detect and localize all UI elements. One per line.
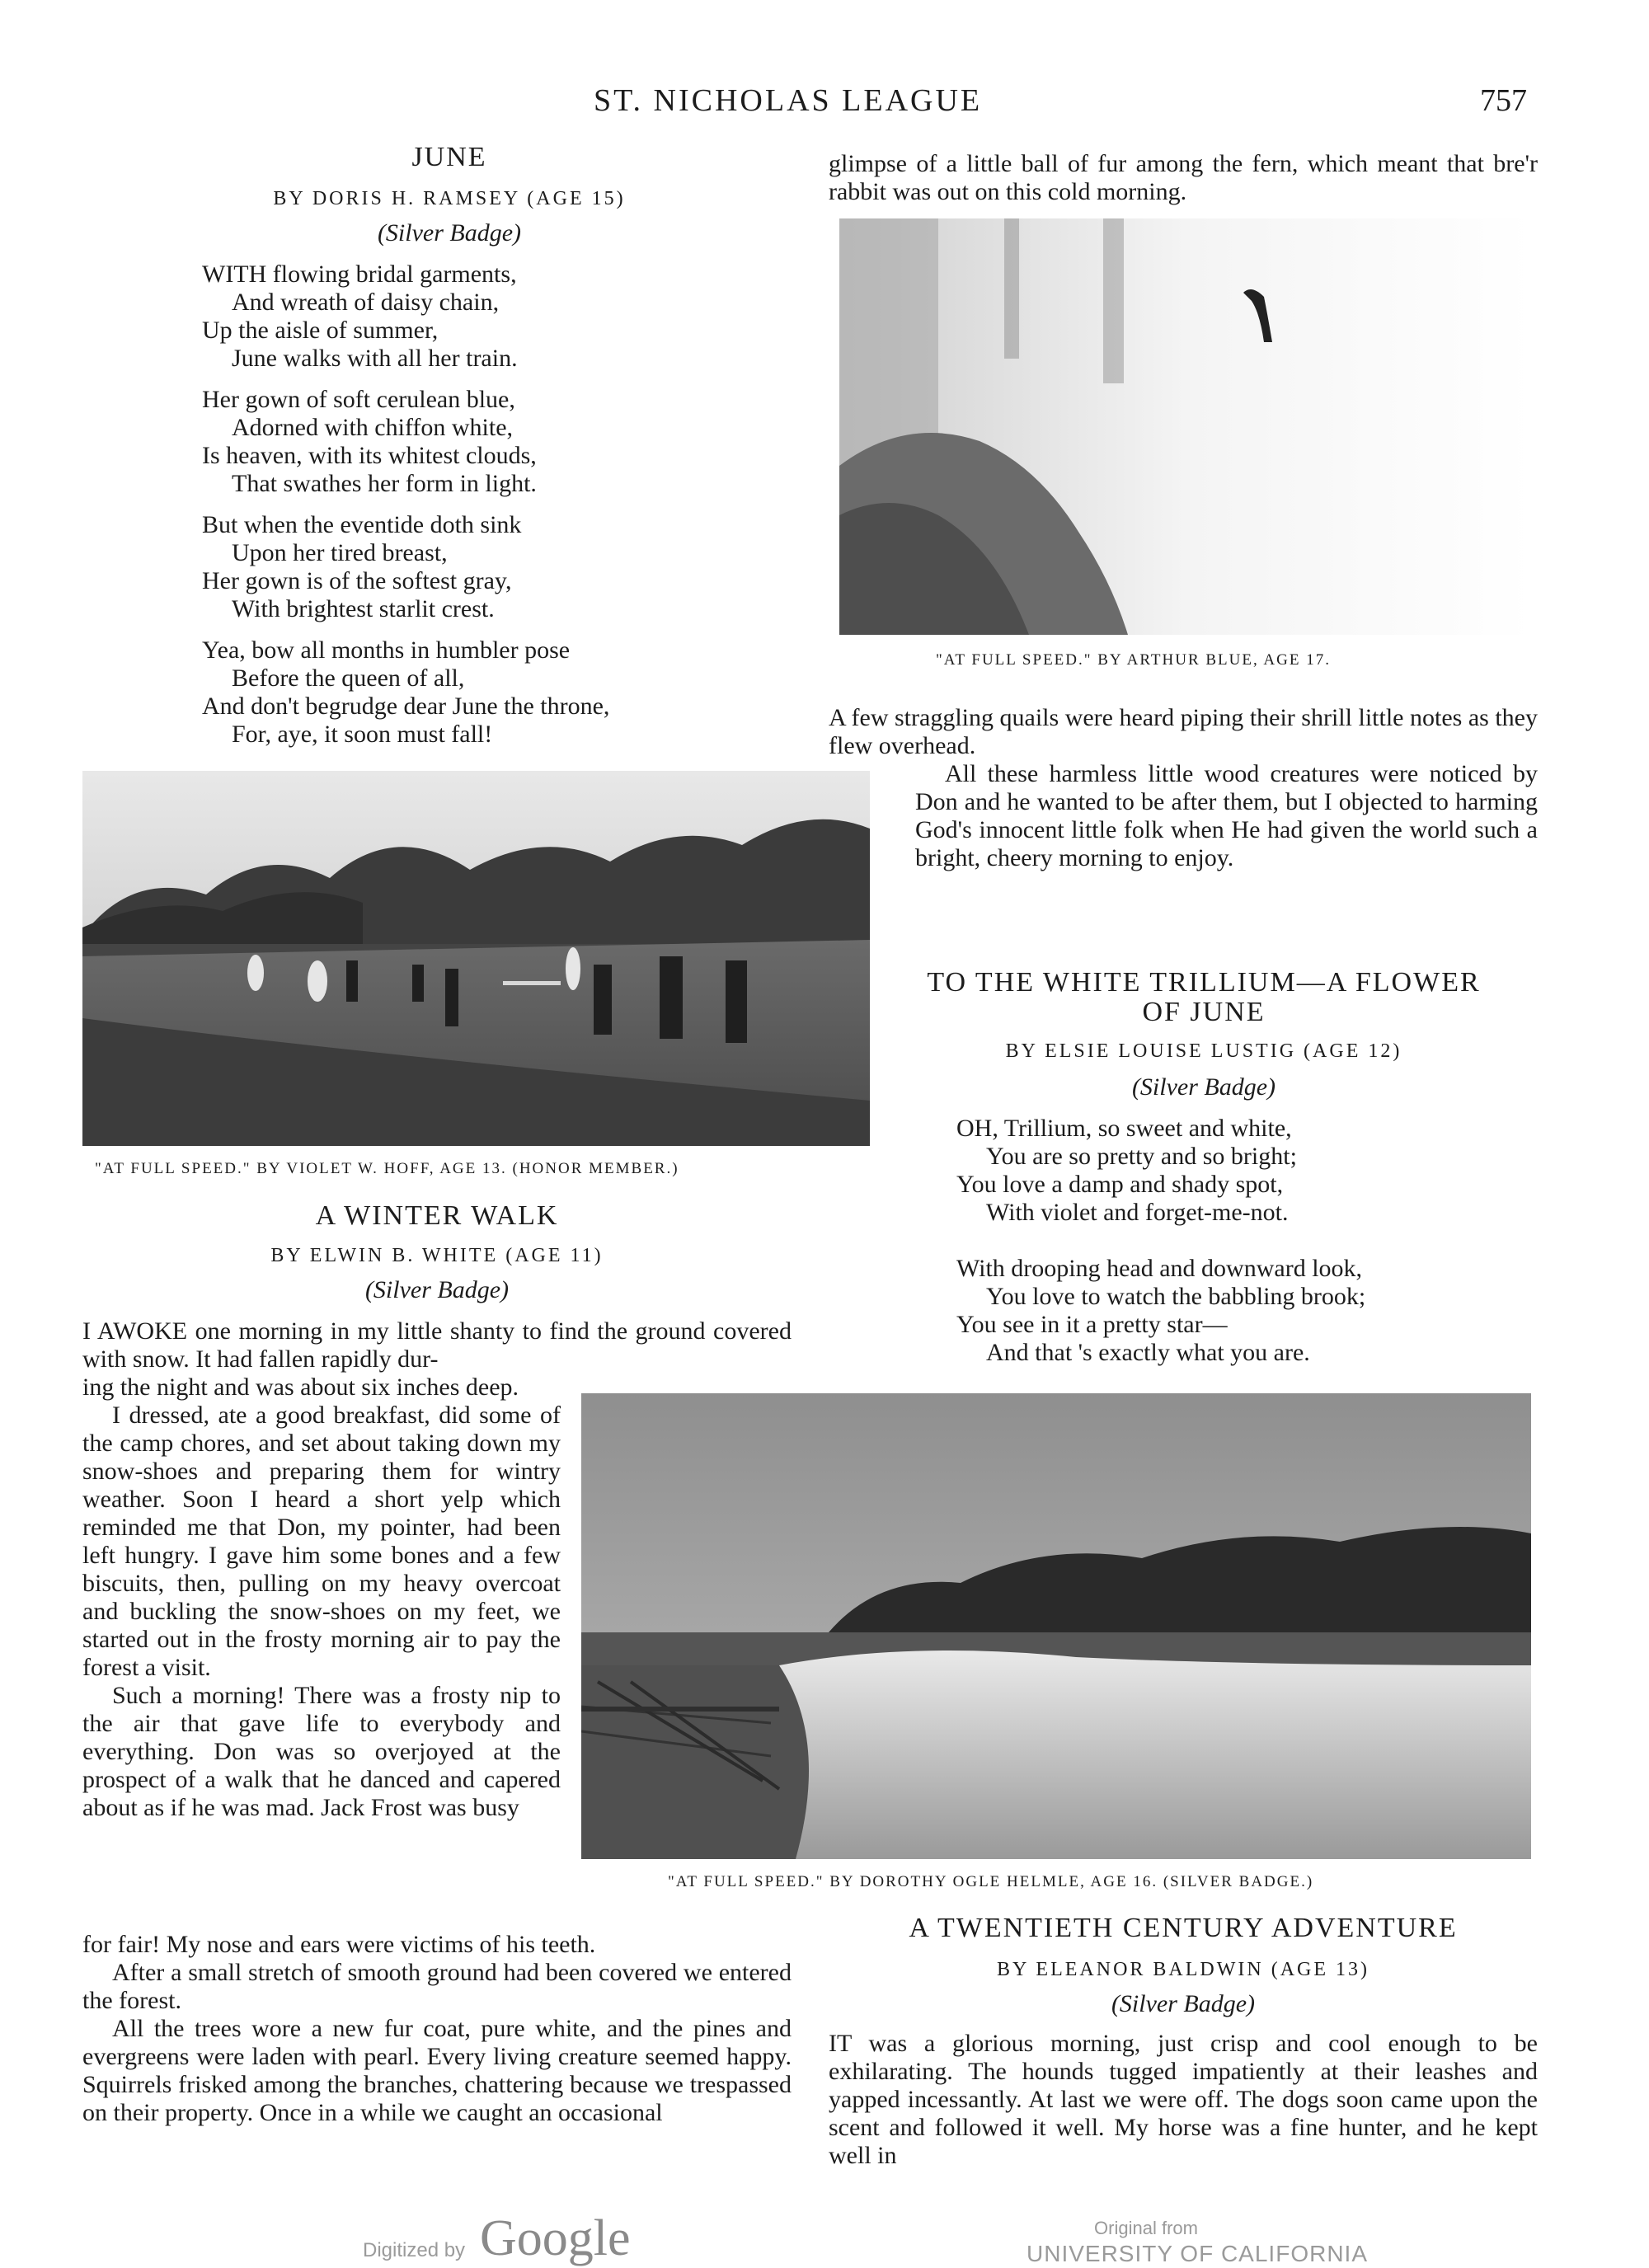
poem-line: Up the aisle of summer, bbox=[202, 317, 439, 344]
poem-line: You see in it a pretty star— bbox=[956, 1311, 1228, 1338]
trillium-byline: BY ELSIE LOUISE LUSTIG (AGE 12) bbox=[1005, 1040, 1402, 1062]
poem-line: And that 's exactly what you are. bbox=[986, 1339, 1310, 1366]
adventure-title: A TWENTIETH CENTURY ADVENTURE bbox=[909, 1913, 1458, 1943]
poem-line: But when the eventide doth sink bbox=[202, 511, 522, 538]
winter-walk-continuation-3 bbox=[915, 760, 1538, 872]
falls-bottom-photo bbox=[581, 1393, 1531, 1859]
running-header: ST. NICHOLAS LEAGUE bbox=[594, 83, 983, 118]
poem-line: For, aye, it soon must fall! bbox=[232, 721, 493, 748]
trillium-stanza-1 bbox=[956, 1115, 1534, 1227]
poem-line: Adorned with chiffon white, bbox=[232, 414, 514, 441]
poem-line: Her gown of soft cerulean blue, bbox=[202, 386, 515, 413]
paragraph: for fair! My nose and ears were victims of his teeth. bbox=[82, 1931, 596, 1958]
poem-line: And don't begrudge dear June the throne, bbox=[202, 693, 610, 720]
poem-line: WITH flowing bridal garments, bbox=[202, 261, 517, 288]
poem-line: With violet and forget-me-not. bbox=[986, 1199, 1289, 1226]
poem-line: That swathes her form in light. bbox=[232, 470, 537, 497]
poem-line: Before the queen of all, bbox=[232, 664, 465, 692]
poem-line: June walks with all her train. bbox=[232, 345, 518, 372]
poem-line: Yea, bow all months in humbler pose bbox=[202, 636, 571, 664]
adventure-badge: (Silver Badge) bbox=[1111, 1990, 1256, 2017]
adventure-byline: BY ELEANOR BALDWIN (AGE 13) bbox=[996, 1959, 1370, 1980]
poem-line: You are so pretty and so bright; bbox=[986, 1143, 1297, 1170]
poem-line: Her gown is of the softest gray, bbox=[202, 567, 512, 594]
poem-line: OH, Trillium, so sweet and white, bbox=[956, 1115, 1292, 1142]
poem-line: With drooping head and downward look, bbox=[956, 1255, 1363, 1282]
poem-line: Upon her tired breast, bbox=[232, 539, 448, 566]
june-stanza-3 bbox=[202, 511, 779, 623]
trillium-title-line-1: TO THE WHITE TRILLIUM—A FLOWER bbox=[927, 967, 1481, 998]
trillium-badge: (Silver Badge) bbox=[1131, 1073, 1276, 1101]
june-badge: (Silver Badge) bbox=[377, 219, 522, 247]
falls-top-photo bbox=[839, 218, 1532, 635]
paragraph: All the trees wore a new fur coat, pure white, and the pines and evergreens were laden with pearl. Every living creature seemed happy. Squirrels frisked among the branches, chattering because we trespassed on their property. Once in a while we caught an occasional bbox=[82, 2015, 792, 2126]
june-stanza-4 bbox=[202, 636, 779, 749]
paragraph: I dressed, ate a good breakfast, did some of the camp chores, and set about taking down my snow-shoes and preparing them for wintry weather. Soon I heard a short yelp which reminded me that Don, my pointer, had been left hungry. I gave him some bones and a few biscuits, then, pulling on my heavy overcoat and buckling the snow-shoes on my feet, we started out in the frosty morning air to pay the forest a visit. bbox=[82, 1402, 561, 1681]
runners-caption: "AT FULL SPEED." BY VIOLET W. HOFF, AGE 13. (HONOR MEMBER.) bbox=[95, 1160, 679, 1177]
winter-walk-lower-column bbox=[82, 1931, 792, 2127]
adventure-text: IT was a glorious morning, just crisp and cool enough to be exhilarating. The hounds tugged impatiently at their leashes and yapped incessantly. At last we were off. The dogs soon came upon the scent and followed it well. My horse was a fine hunter, and he kept well in bbox=[829, 2030, 1538, 2169]
trillium-poem bbox=[956, 1115, 1534, 1380]
original-from-label: Original from bbox=[1094, 2218, 1198, 2238]
winter-walk-byline: BY ELWIN B. WHITE (AGE 11) bbox=[270, 1245, 604, 1266]
poem-line: Is heaven, with its whitest clouds, bbox=[202, 442, 537, 469]
winter-walk-narrow-column bbox=[82, 1373, 561, 1822]
june-poem bbox=[202, 261, 779, 762]
runners-photo bbox=[82, 771, 870, 1146]
winter-walk-title: A WINTER WALK bbox=[315, 1200, 559, 1231]
june-stanza-2 bbox=[202, 386, 779, 498]
paragraph: All these harmless little wood creatures were noticed by Don and he wanted to be after them, but I objected to harming God's innocent little folk when He had given the world such a bright, cheery morning to enjoy. bbox=[915, 760, 1538, 871]
winter-walk-continuation: glimpse of a little ball of fur among the fern, which meant that bre'r rabbit was out on this cold morning. bbox=[829, 150, 1538, 205]
poem-line: And wreath of daisy chain, bbox=[232, 289, 500, 316]
winter-walk-badge: (Silver Badge) bbox=[364, 1276, 510, 1303]
poem-line: You love a damp and shady spot, bbox=[956, 1171, 1284, 1198]
digitized-by-label: Digitized by bbox=[363, 2239, 466, 2261]
university-label: UNIVERSITY OF CALIFORNIA bbox=[1027, 2241, 1368, 2266]
page-number: 757 bbox=[1480, 83, 1527, 118]
june-byline: BY DORIS H. RAMSEY (AGE 15) bbox=[273, 188, 626, 209]
winter-walk-para1-full: I AWOKE one morning in my little shanty to find the ground covered with snow. It had fallen rapidly dur- bbox=[82, 1317, 792, 1373]
trillium-stanza-2 bbox=[956, 1255, 1534, 1367]
falls-top-caption: "AT FULL SPEED." BY ARTHUR BLUE, AGE 17. bbox=[936, 651, 1331, 669]
paragraph: Such a morning! There was a frosty nip to the air that gave life to everybody and everything. Don was so overjoyed at the prospect of a walk that he danced and capered about as if he was mad. Jack Frost was busy bbox=[82, 1682, 561, 1821]
poem-line: You love to watch the babbling brook; bbox=[986, 1283, 1366, 1310]
trillium-title-line-2: OF JUNE bbox=[1142, 997, 1266, 1027]
paragraph: After a small stretch of smooth ground had been covered we entered the forest. bbox=[82, 1959, 792, 2014]
june-stanza-1 bbox=[202, 261, 779, 373]
june-title: JUNE bbox=[411, 142, 487, 172]
paragraph: A few straggling quails were heard piping their shrill little notes as they flew overhead. bbox=[829, 704, 1538, 759]
paragraph: ing the night and was about six inches deep. bbox=[82, 1373, 519, 1401]
poem-line: With brightest starlit crest. bbox=[232, 595, 495, 622]
winter-walk-continuation-2 bbox=[829, 704, 1538, 760]
falls-bottom-caption: "AT FULL SPEED." BY DOROTHY OGLE HELMLE, AGE 16. (SILVER BADGE.) bbox=[668, 1873, 1314, 1890]
google-logo: Google bbox=[480, 2210, 631, 2266]
